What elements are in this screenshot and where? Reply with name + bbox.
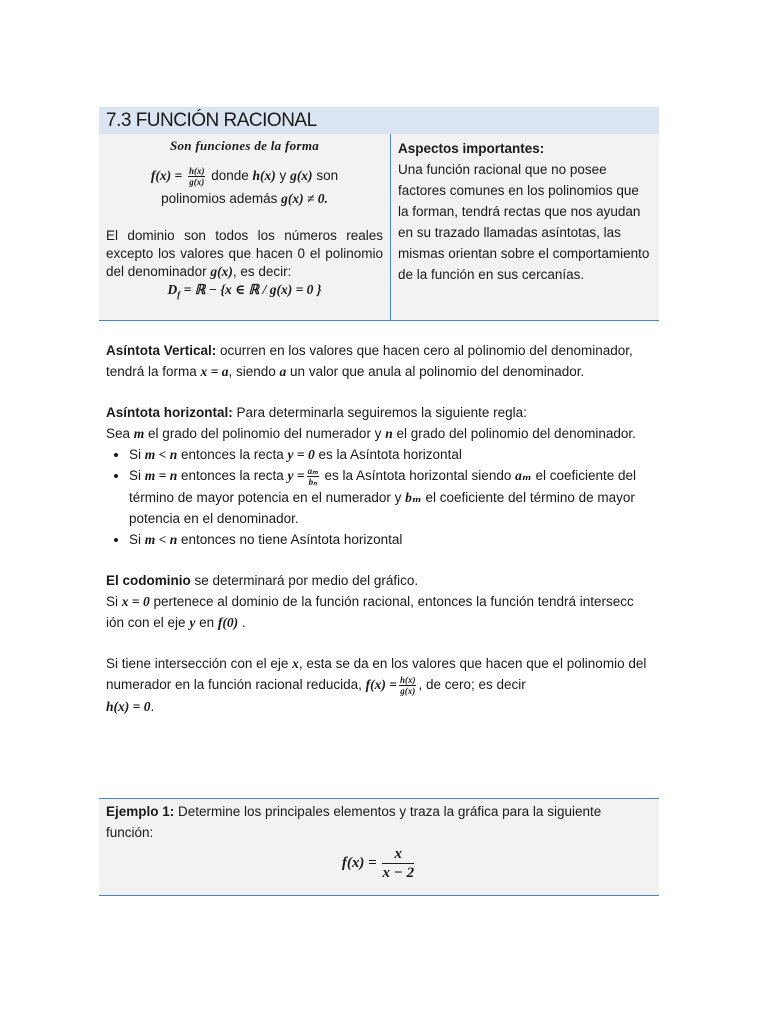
definition-left-cell bbox=[99, 134, 391, 320]
text-y: y bbox=[279, 168, 287, 184]
rule-end-2: el coeficiente del término de mayor potencia en el numerador y bbox=[129, 468, 637, 505]
rule-fraction-den: bₙ bbox=[308, 476, 317, 487]
math-x0: x = 0 bbox=[121, 593, 150, 609]
horizontal-text-3: el grado del polinomio del denominador. bbox=[392, 426, 636, 441]
example-fraction bbox=[382, 845, 414, 882]
horizontal-text-1: Para determinarla seguiremos la siguiente regla: bbox=[232, 405, 527, 420]
domain-end: , es decir: bbox=[232, 264, 292, 279]
text-polinomios: polinomios además bbox=[161, 191, 278, 206]
yint-si: Si bbox=[106, 593, 122, 609]
rule-math-condition: m < n bbox=[144, 447, 178, 462]
rule-math-am: aₘ bbox=[515, 468, 532, 483]
vertical-label: Asíntota Vertical: bbox=[106, 343, 217, 358]
text-son: son bbox=[316, 168, 339, 184]
rule-end: entonces no tiene Asíntota horizontal bbox=[177, 531, 403, 547]
xint-fraction-num: h(x) bbox=[399, 674, 416, 685]
aspects-heading: Aspectos importantes: bbox=[398, 141, 545, 156]
rule-math-condition: m = n bbox=[144, 468, 178, 483]
polynomial-line bbox=[106, 191, 383, 207]
math-hx0: h(x) = 0 bbox=[106, 698, 151, 714]
rule-math-condition: m < n bbox=[144, 531, 178, 547]
example-text: Determine los principales elementos y traza la gráfica para la siguiente función: bbox=[106, 804, 602, 840]
domain-formula bbox=[106, 282, 383, 300]
codomain-line bbox=[106, 570, 654, 591]
horizontal-text-2: el grado del polinomio del numerador y bbox=[144, 426, 386, 441]
horizontal-degree-line bbox=[106, 423, 654, 444]
x-intercept-paragraph bbox=[106, 653, 654, 696]
math-fx: f(x) = bbox=[365, 676, 397, 692]
vertical-text-1: ocurren en los valores que hacen cero al polinomio del denominador, tendrá la forma bbox=[106, 343, 633, 379]
rules-list bbox=[106, 444, 654, 550]
math-m: m bbox=[133, 426, 145, 441]
df-symbol: D bbox=[167, 282, 178, 297]
rule-math-bm: bₘ bbox=[405, 489, 422, 505]
rule-math-line: y = 0 bbox=[287, 447, 315, 462]
x-intercept-condition bbox=[106, 696, 654, 717]
formula-fraction bbox=[188, 166, 206, 187]
fraction-denominator: g(x) bbox=[189, 177, 205, 187]
math-n: n bbox=[385, 426, 393, 441]
aspects-body: Una función racional que no posee factores comunes en los polinomios que la forman, tendrá rectas que nos ayudan en su trazado llamadas asíntotas, las mismas orientan sobre el comportamiento de la función en sus cercanías. bbox=[398, 162, 650, 282]
y-intercept-paragraph bbox=[106, 591, 654, 612]
definition-right-cell bbox=[391, 134, 659, 320]
rule-text: entonces la recta bbox=[177, 468, 288, 483]
horizontal-label: Asíntota horizontal: bbox=[106, 405, 233, 420]
horizontal-sea: Sea bbox=[106, 426, 134, 441]
df-expression: = ℝ − {x ∈ ℝ / g(x) = 0 } bbox=[183, 282, 322, 297]
math-hx: h(x) bbox=[252, 168, 276, 184]
section-title: 7.3 FUNCIÓN RACIONAL bbox=[99, 107, 659, 134]
yint-text-4: . bbox=[238, 614, 246, 630]
xint-text-2: , esta se da en los valores que hacen que el polinomio del numerador en la función racional reducida, bbox=[106, 655, 647, 692]
rule-si: Si bbox=[129, 468, 145, 483]
example-box bbox=[99, 798, 659, 896]
example-label: Ejemplo 1: bbox=[106, 804, 175, 819]
vertical-text-3: un valor que anula al polinomio del denominador. bbox=[286, 364, 585, 379]
example-fraction-den: x − 2 bbox=[382, 865, 415, 881]
math-gx: g(x) bbox=[290, 168, 313, 184]
codomain-text: se determinará por medio del gráfico. bbox=[190, 572, 419, 588]
y-intercept-line-2 bbox=[106, 612, 654, 633]
formula-lhs: f(x) = bbox=[150, 168, 183, 184]
domain-paragraph bbox=[106, 227, 383, 281]
fraction-numerator: h(x) bbox=[188, 166, 205, 176]
vertical-text-2: , siendo bbox=[228, 364, 280, 379]
yint-text-3: en bbox=[195, 614, 218, 630]
horizontal-asymptote-intro bbox=[106, 402, 654, 423]
rule-end-1: es la Asíntota horizontal siendo bbox=[320, 468, 516, 483]
example-fx: f(x) = bbox=[341, 855, 377, 872]
rule-item bbox=[129, 529, 654, 550]
formula-line bbox=[106, 166, 383, 187]
math-y: y bbox=[189, 614, 196, 630]
xint-fraction bbox=[399, 675, 417, 696]
rule-item bbox=[129, 465, 654, 529]
rule-si: Si bbox=[129, 531, 145, 547]
xint-text-1: Si tiene intersección con el eje bbox=[106, 655, 293, 671]
vertical-math-2: a bbox=[279, 364, 287, 379]
domain-gx: g(x) bbox=[210, 264, 233, 279]
rule-text: entonces la recta bbox=[177, 447, 288, 462]
example-formula bbox=[106, 845, 652, 882]
codomain-label: El codominio bbox=[106, 572, 191, 588]
df-subscript: f bbox=[177, 289, 181, 300]
example-fraction-num: x bbox=[382, 845, 414, 864]
definition-box bbox=[99, 134, 659, 321]
rule-fraction bbox=[307, 466, 319, 487]
rule-item bbox=[129, 444, 654, 465]
subtitle: Son funciones de la forma bbox=[169, 138, 320, 153]
math-x: x bbox=[292, 655, 299, 671]
yint-text-2: ión con el eje bbox=[106, 614, 190, 630]
xint-text-3: , de cero; es decir bbox=[418, 676, 526, 692]
math-gx-ne: g(x) ≠ 0. bbox=[281, 191, 328, 206]
main-content bbox=[106, 340, 654, 717]
rule-math-line: y = bbox=[287, 468, 305, 483]
vertical-math-1: x = a bbox=[200, 364, 229, 379]
yint-text-1: pertenece al dominio de la función racional, entonces la función tendrá intersecc bbox=[149, 593, 634, 609]
xint-end: . bbox=[150, 698, 155, 714]
xint-fraction-den: g(x) bbox=[400, 685, 416, 696]
rule-end-3: el coeficiente del término de mayor potencia en el denominador. bbox=[129, 489, 635, 526]
rule-fraction-num: aₘ bbox=[307, 465, 318, 476]
example-statement bbox=[106, 801, 652, 843]
rule-si: Si bbox=[129, 447, 145, 462]
math-f0: f(0) bbox=[217, 614, 239, 630]
vertical-asymptote-paragraph bbox=[106, 340, 654, 382]
text-donde: donde bbox=[211, 168, 249, 184]
domain-text: El dominio son todos los números reales excepto los valores que hacen 0 el polinomio del denominador bbox=[106, 228, 383, 279]
rule-end: es la Asíntota horizontal bbox=[314, 447, 462, 462]
